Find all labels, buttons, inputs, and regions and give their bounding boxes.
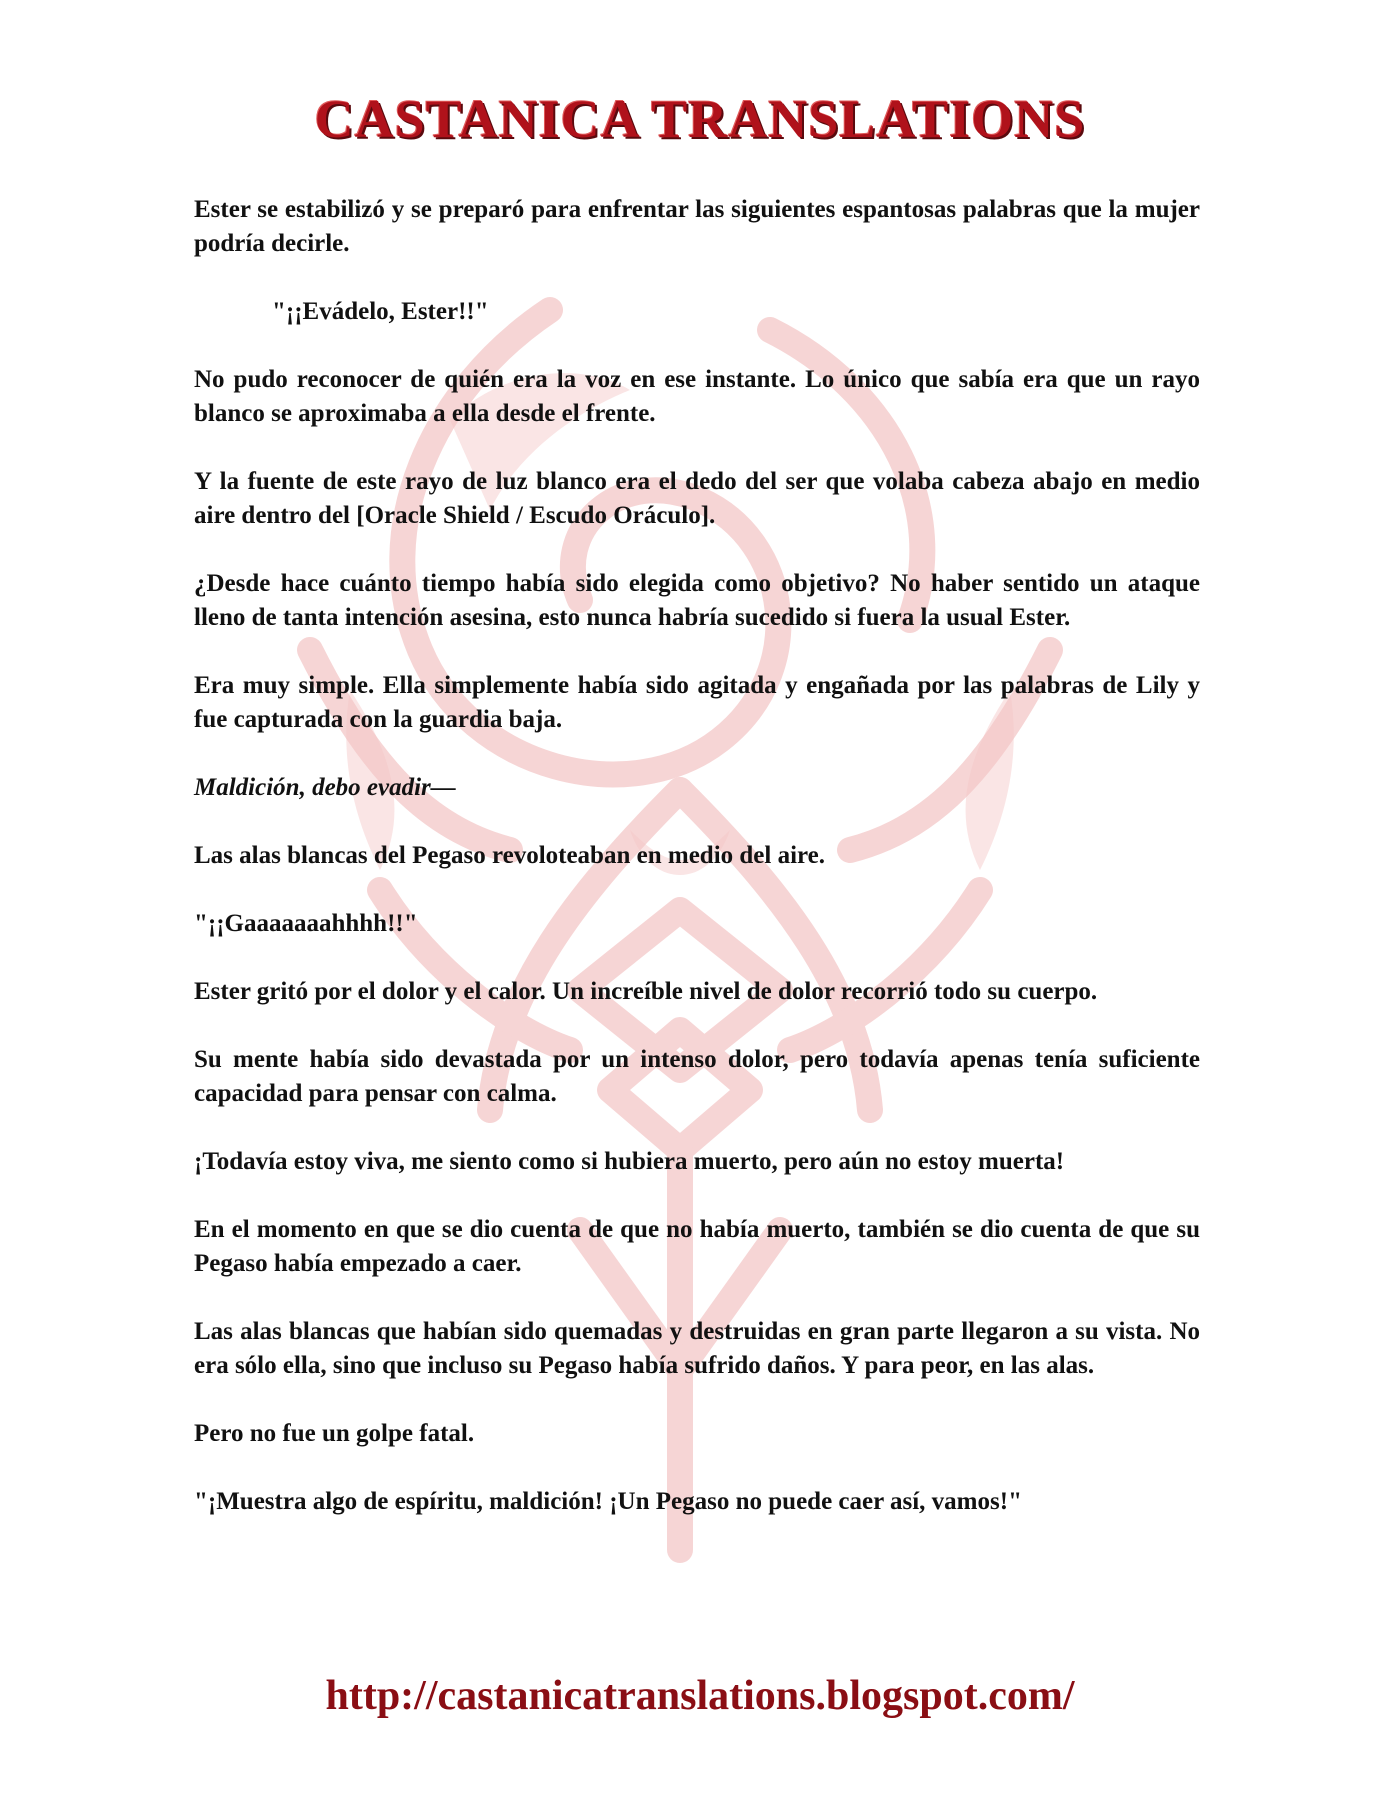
paragraph: Era muy simple. Ella simplemente había sido agitada y engañada por las palabras de Lily y fue capturada con la guardia baja. <box>194 672 1200 733</box>
paragraph: Ester se estabilizó y se preparó para enfrentar las siguientes espantosas palabras que la mujer podría decirle. <box>194 196 1200 257</box>
story-text <box>194 193 1200 1553</box>
site-title: CASTANICA TRANSLATIONS <box>314 89 1086 149</box>
paragraph-dialogue: "¡¡Gaaaaaaahhhh!!" <box>194 910 418 937</box>
paragraph-dialogue: "¡Muestra algo de espíritu, maldición! ¡Un Pegaso no puede caer así, vamos!" <box>194 1488 1022 1515</box>
paragraph: ¡Todavía estoy viva, me siento como si hubiera muerto, pero aún no estoy muerta! <box>194 1148 1065 1175</box>
paragraph: En el momento en que se dio cuenta de que no había muerto, también se dio cuenta de que su Pegaso había empezado a caer. <box>194 1216 1200 1277</box>
blog-url-link[interactable]: http://castanicatranslations.blogspot.com/ <box>325 1673 1075 1719</box>
paragraph: Las alas blancas del Pegaso revoloteaban en medio del aire. <box>194 842 826 869</box>
paragraph: Pero no fue un golpe fatal. <box>194 1420 475 1447</box>
paragraph: Y la fuente de este rayo de luz blanco era el dedo del ser que volaba cabeza abajo en medio aire dentro del [Oracle Shield / Escudo Oráculo]. <box>194 468 1200 529</box>
paragraph: Las alas blancas que habían sido quemadas y destruidas en gran parte llegaron a su vista. No era sólo ella, sino que incluso su Pegaso había sufrido daños. Y para peor, en las alas. <box>194 1318 1200 1379</box>
paragraph-thought: Maldición, debo evadir— <box>194 774 456 801</box>
paragraph: No pudo reconocer de quién era la voz en ese instante. Lo único que sabía era que un rayo blanco se aproximaba a ella desde el frente. <box>194 366 1200 427</box>
paragraph: Ester gritó por el dolor y el calor. Un increíble nivel de dolor recorrió todo su cuerpo. <box>194 978 1098 1005</box>
paragraph-dialogue: "¡¡Evádelo, Ester!!" <box>272 298 489 325</box>
paragraph: Su mente había sido devastada por un intenso dolor, pero todavía apenas tenía suficiente capacidad para pensar con calma. <box>194 1046 1200 1107</box>
paragraph: ¿Desde hace cuánto tiempo había sido elegida como objetivo? No haber sentido un ataque lleno de tanta intención asesina, esto nunca habría sucedido si fuera la usual Ester. <box>194 570 1200 631</box>
